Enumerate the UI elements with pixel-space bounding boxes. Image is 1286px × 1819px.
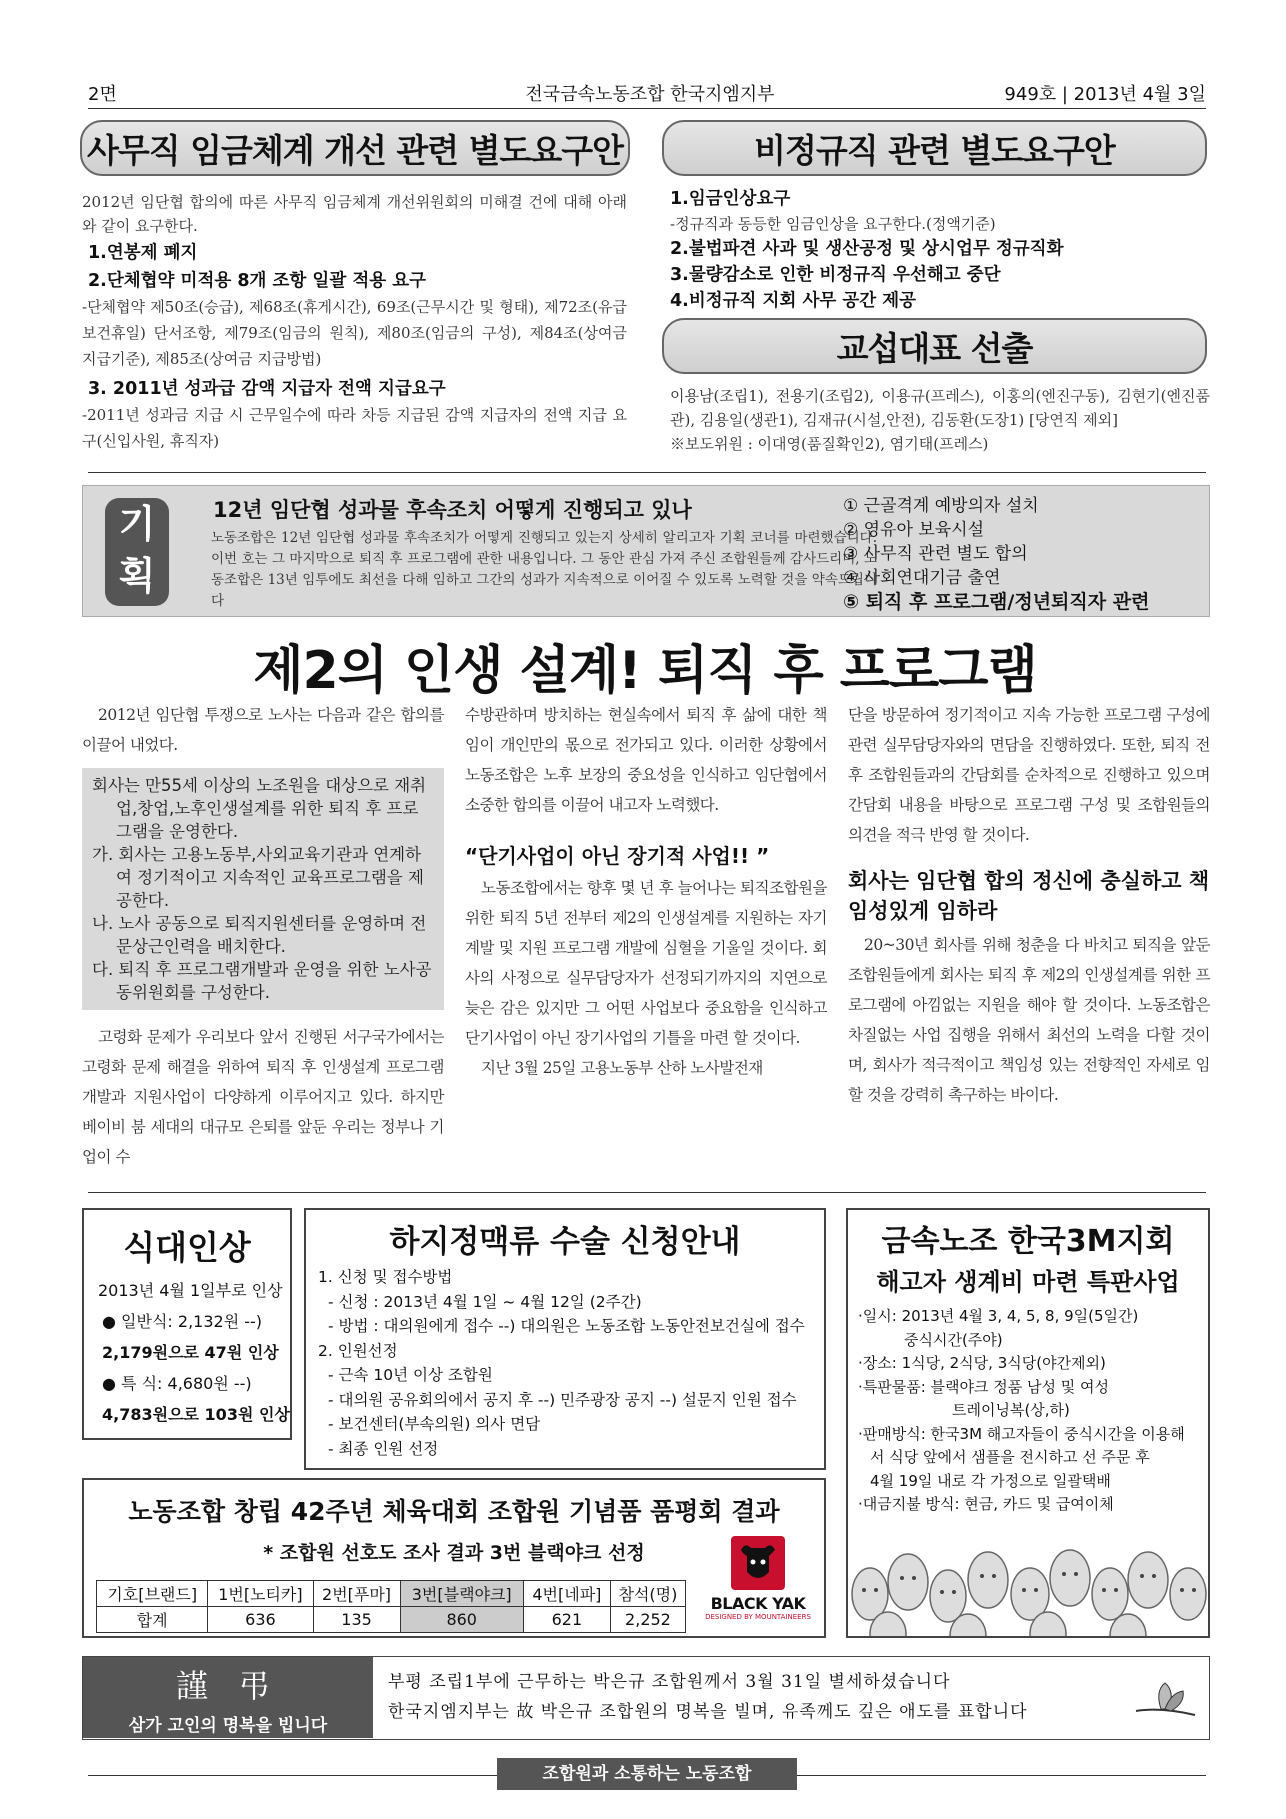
vein-line: - 신청 : 2013년 4월 1일 ~ 4월 12일 (2주간) xyxy=(328,1292,642,1311)
irregular-item-4: 4.비정규직 지회 사무 공간 제공 xyxy=(670,291,917,311)
gift-subtitle: * 조합원 선호도 조사 결과 3번 블랙야크 선정 xyxy=(263,1542,645,1564)
vein-title: 하지정맥류 수술 신청안내 xyxy=(389,1224,741,1260)
meal-line: 4,783원으로 103원 인상 xyxy=(102,1405,290,1424)
yak-icon xyxy=(731,1536,785,1590)
table-cell: 621 xyxy=(523,1607,610,1633)
meal-line: ● 특 식: 4,680원 --) xyxy=(102,1374,252,1393)
flower-icon xyxy=(1131,1671,1201,1725)
office-intro: 2012년 임단협 합의에 따른 사무직 임금체계 개선위원회의 미해결 건에 대해 아래와 같이 요구한다. xyxy=(82,193,627,235)
table-header: 1번[노티카] xyxy=(208,1581,313,1607)
table-header: 참석(명) xyxy=(610,1581,685,1607)
vein-line: - 보건센터(부속의원) 의사 면담 xyxy=(328,1415,541,1433)
divider xyxy=(88,1192,1206,1193)
masthead: 전국금속노동조합 한국지엠지부 xyxy=(525,84,775,105)
plan-title: 12년 임단협 성과물 후속조치 어떻게 진행되고 있나 xyxy=(213,498,692,522)
table-header-row xyxy=(97,1581,686,1607)
vein-line: - 근속 10년 이상 조합원 xyxy=(328,1366,493,1384)
col3-subheading: 회사는 임단협 합의 정신에 충실하고 책임성있게 임하라 xyxy=(848,869,1210,923)
table-header: 4번[네파] xyxy=(523,1581,610,1607)
plan-badge-char-2: 획 xyxy=(118,554,156,598)
3m-line: ·판매방식: 한국3M 해고자들이 중식시간을 이용해서 식당 앞에서 샘플을 전시하고 선 주문 후 xyxy=(858,1424,1185,1466)
article-col-1 xyxy=(82,700,444,1172)
table-cell: 860 xyxy=(400,1607,523,1633)
condolence-label xyxy=(83,1657,373,1738)
section-title-office: 사무직 임금체계 개선 관련 별도요구안 xyxy=(80,120,630,176)
gift-poll-box xyxy=(82,1478,826,1638)
vein-line: - 대의원 공유회의에서 공지 후 --) 민주광장 공지 --) 설문지 인원 접수 xyxy=(328,1390,797,1409)
logo-wordmark: BLACK YAK xyxy=(710,1594,806,1613)
condolence-line: 부평 조립1부에 근무하는 박은규 조합원께서 3월 31일 별세하셨습니다 xyxy=(388,1672,951,1692)
col3-paragraph-1: 단을 방문하여 정기적이고 지속 가능한 프로그램 구성에 관련 실무담당자와의 면담을 진행하였다. 또한, 퇴직 전후 조합원들과의 간담회를 순차적으로 진행하고 있으며 간담회 내용을 바탕으로 프로그램 구성 및 조합원들의 의견을 적극 반영 할 것이다. xyxy=(848,706,1210,844)
condolence-line: 한국지엠지부는 故 박은규 조합원의 명복을 빌며, 유족께도 깊은 애도를 표합니다 xyxy=(388,1702,1028,1722)
col1-paragraph-1: 2012년 임단협 투쟁으로 노사는 다음과 같은 합의를 이끌어 내었다. xyxy=(82,706,444,754)
office-demands xyxy=(82,190,627,454)
3m-line: ·장소: 1식당, 2식당, 3식당(야간제외) xyxy=(858,1354,1106,1372)
table-cell: 135 xyxy=(313,1607,400,1633)
col2-paragraph-1: 수방관하며 방치하는 현실속에서 퇴직 후 삶에 대한 책임이 개인만의 몫으로 전가되고 있다. 이러한 상황에서 노동조합은 노후 보장의 중요성을 인식하고 임단협에서 소중한 합의를 이끌어 내고자 노력했다. xyxy=(465,706,827,814)
office-item-3: 3. 2011년 성과급 감액 지급자 전액 지급요구 xyxy=(88,379,446,399)
article-col-2 xyxy=(465,700,827,1083)
table-header: 2번[푸마] xyxy=(313,1581,400,1607)
vein-surgery-box xyxy=(304,1208,826,1470)
meal-title: 식대인상 xyxy=(123,1228,251,1267)
condolence-title: 謹 弔 xyxy=(175,1667,281,1705)
3m-union-box xyxy=(846,1208,1210,1638)
3m-line: ·특판물품: 블랙야크 정품 남성 및 여성 xyxy=(858,1377,1110,1396)
header-rule xyxy=(88,108,1206,109)
3m-details xyxy=(848,1297,1208,1517)
table-cell: 636 xyxy=(208,1607,313,1633)
plan-text: 노동조합은 12년 임단협 성과물 후속조치가 어떻게 진행되고 있는지 상세히 알리고자 기획 코너를 마련했습니다. 이번 호는 그 마지막으로 퇴직 후 프로그램에 관한 내용입니다. 그 동안 관심 가져 주신 조합원들께 감사드리며, 노동조합은 13년 임투에도 최선을 다해 임하고 그간의 성과가 지속적으로 이어질 수 있도록 노력할 것을 약속드립니다 xyxy=(211,530,877,609)
agreement-line: 가. 회사는 고용노동부,사외교육기관과 연계하여 정기적이고 지속적인 교육프로그램을 제공한다. xyxy=(92,845,424,910)
agreement-line: 회사는 만55세 이상의 노조원을 대상으로 재취업,창업,노후인생설계를 위한 퇴직 후 프로그램을 운영한다. xyxy=(92,776,427,841)
footer-slogan: 조합원과 소통하는 노동조합 xyxy=(497,1758,797,1790)
vein-line: 2. 인원선정 xyxy=(318,1341,398,1360)
meal-box xyxy=(82,1208,292,1440)
negotiators-list: 이용남(조립1), 전용기(조립2), 이용규(프레스), 이홍의(엔진구동), 김현기(엔진품관), 김용일(생관1), 김재규(시설,안전), 김동환(도장1) [당연직 제외] xyxy=(670,387,1210,429)
plan-list-item: ① 근골격계 예방의자 설치 xyxy=(843,496,1039,516)
condolence-subtitle: 삼가 고인의 명복을 빕니다 xyxy=(128,1716,328,1736)
issue-date: 949호 | 2013년 4월 3일 xyxy=(1004,84,1206,105)
irregular-item-1-detail: -정규직과 동등한 임금인상을 요구한다.(정액기준) xyxy=(670,215,996,233)
condolence-text xyxy=(388,1667,1028,1727)
irregular-item-2: 2.불법파견 사과 및 생산공정 및 상시업무 정규직화 xyxy=(670,239,1064,259)
table-cell: 합계 xyxy=(97,1607,208,1633)
table-row xyxy=(97,1607,686,1633)
3m-line: ·일시: 2013년 4월 3, 4, 5, 8, 9일(5일간) xyxy=(858,1307,1139,1325)
plan-box xyxy=(82,485,1210,617)
col2-paragraph-3: 지난 3월 25일 고용노동부 산하 노사발전재 xyxy=(481,1059,763,1077)
3m-title: 금속노조 한국3M지회 xyxy=(881,1224,1175,1259)
3m-subtitle: 해고자 생계비 마련 특판사업 xyxy=(876,1268,1180,1296)
gift-title: 노동조합 창립 42주년 체육대회 조합원 기념품 품평회 결과 xyxy=(128,1497,780,1526)
plan-list-item: ② 영유아 보육시설 xyxy=(843,520,985,540)
plan-badge-char-1: 기 xyxy=(118,502,156,546)
3m-line: 트레이닝복(상,하) xyxy=(952,1401,1070,1419)
irregular-item-1: 1.임금인상요구 xyxy=(670,189,791,209)
table-header: 기호[브랜드] xyxy=(97,1581,208,1607)
gift-table xyxy=(96,1580,686,1633)
agreement-line: 나. 노사 공동으로 퇴직지원센터를 운영하며 전문상근인력을 배치한다. xyxy=(92,914,427,956)
negotiators-note: ※보도위원 : 이대영(품질확인2), 염기태(프레스) xyxy=(670,435,989,453)
page-number: 2면 xyxy=(88,84,117,105)
crowd-illustration xyxy=(848,1534,1210,1638)
irregular-demands xyxy=(670,186,1210,314)
office-item-3-detail: -2011년 성과금 지급 시 근무일수에 따라 차등 지급된 감액 지급자의 전액 지급 요구(신입사원, 휴직자) xyxy=(82,406,627,450)
plan-list-item-current: ⑤ 퇴직 후 프로그램/정년퇴직자 관련 xyxy=(843,591,1150,613)
col2-subheading: “단기사업이 아닌 장기적 사업!! ” xyxy=(465,844,770,868)
table-header: 3번[블랙야크] xyxy=(400,1581,523,1607)
plan-badge xyxy=(105,498,169,606)
3m-line: 4월 19일 내로 각 가정으로 일괄택배 xyxy=(870,1471,1111,1490)
office-item-2-detail: -단체협약 제50조(승급), 제68조(휴게시간), 69조(근무시간 및 형태), 제72조(유급보건휴일) 단서조항, 제79조(임금의 원칙), 제80조(임금의 구성), 제84조(상여금 지급기준), 제85조(상여금 지급방법) xyxy=(82,298,627,368)
agreement-line: 다. 퇴직 후 프로그램개발과 운영을 위한 노사공동위원회를 구성한다. xyxy=(92,960,432,1002)
3m-line: ·대금지불 방식: 현금, 카드 및 급여이체 xyxy=(858,1495,1114,1513)
table-cell: 2,252 xyxy=(610,1607,685,1633)
meal-line: 2013년 4월 1일부로 인상 xyxy=(98,1281,283,1300)
divider xyxy=(88,472,1206,473)
vein-line: 1. 신청 및 접수방법 xyxy=(318,1268,453,1286)
agreement-box xyxy=(82,768,444,1010)
col2-paragraph-2: 노동조합에서는 향후 몇 년 후 늘어나는 퇴직조합원을 위한 퇴직 5년 전부터 제2의 인생설계를 지원하는 자기 계발 및 지원 프로그램 개발에 심혈을 기울일 것이다. 회사의 사정으로 실무담당자가 선정되기까지의 지연으로 늦은 감은 있지만 그 어떤 사업보다 중요함을 인식하고 단기사업이 아닌 장기사업의 기틀을 마련 할 것이다. xyxy=(465,879,827,1047)
negotiators xyxy=(670,384,1210,456)
vein-line: - 방법 : 대의원에게 접수 --) 대의원은 노동조합 노동안전보건실에 접수 xyxy=(328,1317,805,1335)
condolence-box xyxy=(82,1656,1210,1740)
blackyak-logo xyxy=(698,1536,818,1632)
logo-tagline: DESIGNED BY MOUNTAINEERS xyxy=(705,1613,811,1621)
plan-list-item: ④ 사회연대기금 출연 xyxy=(843,568,1001,588)
headline: 제2의 인생 설계! 퇴직 후 프로그램 xyxy=(253,641,1037,701)
3m-line: 중식시간(주야) xyxy=(904,1330,1003,1349)
plan-list-item: ③ 사무직 관련 별도 합의 xyxy=(843,544,1028,564)
office-item-2: 2.단체협약 미적용 8개 조항 일괄 적용 요구 xyxy=(88,271,427,291)
plan-list xyxy=(843,494,1203,614)
vein-line: - 최종 인원 선정 xyxy=(328,1439,439,1458)
col1-paragraph-2: 고령화 문제가 우리보다 앞서 진행된 서구국가에서는 고령화 문제 해결을 위하여 퇴직 후 인생설계 프로그램개발과 지원사업이 다양하게 이루어지고 있다. 하지만 베이비 붐 세대의 대규모 은퇴를 앞둔 우리는 정부나 기업이 수 xyxy=(82,1028,444,1166)
meal-details xyxy=(84,1269,290,1430)
irregular-item-3: 3.물량감소로 인한 비정규직 우선해고 중단 xyxy=(670,265,1001,285)
article-col-3 xyxy=(848,700,1210,1110)
section-title-irregular: 비정규직 관련 별도요구안 xyxy=(662,120,1207,176)
office-item-1: 1.연봉제 폐지 xyxy=(88,243,198,263)
vein-details xyxy=(306,1261,824,1461)
meal-line: ● 일반식: 2,132원 --) xyxy=(102,1312,263,1331)
col3-paragraph-2: 20~30년 회사를 위해 청춘을 다 바치고 퇴직을 앞둔 조합원들에게 회사는 퇴직 후 제2의 인생설계를 위한 프로그램에 아낌없는 지원을 해야 할 것이다. 노동조합은 차질없는 사업 집행을 위해서 최선의 노력을 다할 것이며, 회사가 적극적이고 책임성 있는 전향적인 자세로 임할 것을 강력히 촉구하는 바이다. xyxy=(848,936,1210,1104)
section-title-negotiators: 교섭대표 선출 xyxy=(662,318,1207,374)
meal-line: 2,179원으로 47원 인상 xyxy=(102,1343,279,1362)
